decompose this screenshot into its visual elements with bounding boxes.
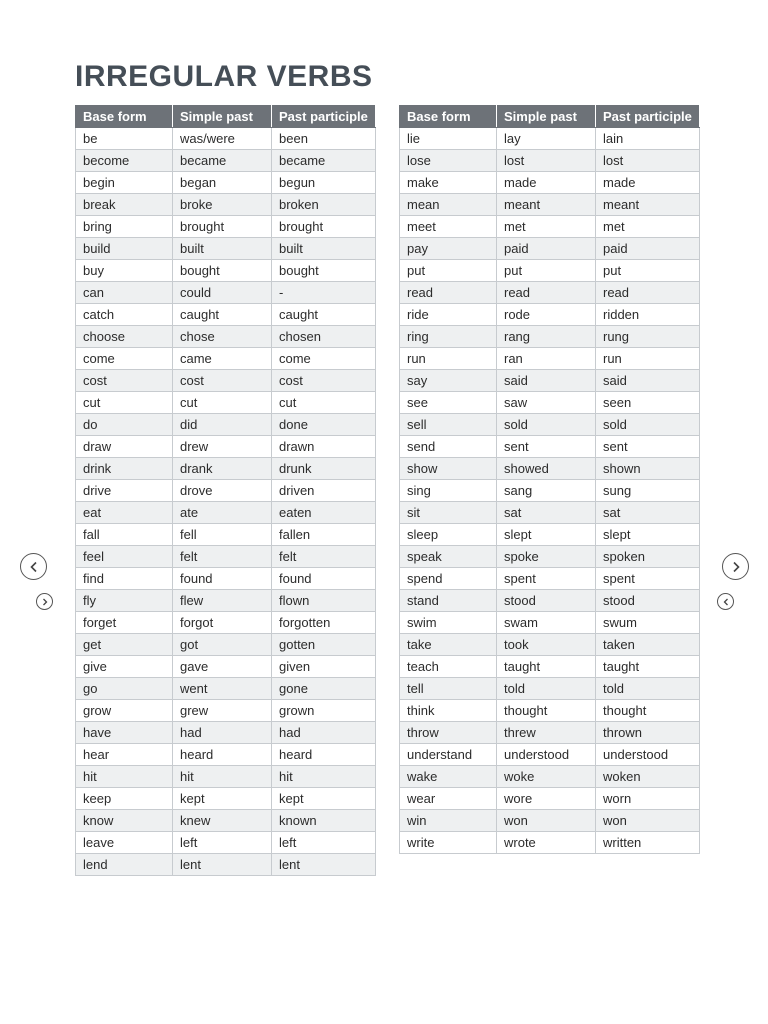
verb-past-participle: heard [272, 744, 376, 766]
table-row [400, 194, 700, 216]
verb-base-form: ride [400, 304, 497, 326]
verb-past-participle: fallen [272, 524, 376, 546]
table-row [400, 370, 700, 392]
verb-base-form: go [76, 678, 173, 700]
verb-simple-past: spoke [497, 546, 596, 568]
table-row [400, 788, 700, 810]
table-row [76, 172, 376, 194]
verb-base-form: read [400, 282, 497, 304]
verb-past-participle: ridden [596, 304, 700, 326]
verb-base-form: wake [400, 766, 497, 788]
verb-past-participle: rung [596, 326, 700, 348]
table-row [400, 458, 700, 480]
table-row [76, 832, 376, 854]
verb-base-form: know [76, 810, 173, 832]
verb-past-participle: done [272, 414, 376, 436]
verb-past-participle: come [272, 348, 376, 370]
verb-past-participle: kept [272, 788, 376, 810]
verb-simple-past: put [497, 260, 596, 282]
verb-simple-past: took [497, 634, 596, 656]
verb-simple-past: met [497, 216, 596, 238]
verb-past-participle: taken [596, 634, 700, 656]
table-row [76, 348, 376, 370]
verb-base-form: lie [400, 128, 497, 150]
verb-base-form: forget [76, 612, 173, 634]
verb-past-participle: thrown [596, 722, 700, 744]
prev-page-small-button[interactable] [717, 593, 734, 610]
verb-base-form: catch [76, 304, 173, 326]
table-row [76, 810, 376, 832]
chevron-right-icon [41, 598, 49, 606]
table-row [76, 150, 376, 172]
table-row [400, 568, 700, 590]
table-row [400, 722, 700, 744]
verb-simple-past: grew [173, 700, 272, 722]
verb-base-form: find [76, 568, 173, 590]
table-row [76, 546, 376, 568]
verb-past-participle: won [596, 810, 700, 832]
verb-past-participle: broken [272, 194, 376, 216]
verb-past-participle: found [272, 568, 376, 590]
table-row [400, 590, 700, 612]
verb-base-form: sing [400, 480, 497, 502]
verb-base-form: hit [76, 766, 173, 788]
table-row [76, 128, 376, 150]
verb-simple-past: saw [497, 392, 596, 414]
table-row [400, 744, 700, 766]
table-row [400, 502, 700, 524]
verb-simple-past: brought [173, 216, 272, 238]
verb-simple-past: hit [173, 766, 272, 788]
verb-base-form: write [400, 832, 497, 854]
table-row [400, 546, 700, 568]
verb-base-form: sell [400, 414, 497, 436]
verb-past-participle: meant [596, 194, 700, 216]
verb-base-form: break [76, 194, 173, 216]
verb-past-participle: put [596, 260, 700, 282]
verb-simple-past: felt [173, 546, 272, 568]
page-title: IRREGULAR VERBS [75, 60, 373, 93]
column-header-past-participle: Past participle [596, 105, 700, 128]
verb-past-participle: gotten [272, 634, 376, 656]
table-row [76, 634, 376, 656]
verb-simple-past: read [497, 282, 596, 304]
table-row [76, 326, 376, 348]
verb-simple-past: slept [497, 524, 596, 546]
verb-simple-past: forgot [173, 612, 272, 634]
verb-simple-past: rang [497, 326, 596, 348]
verb-past-participle: driven [272, 480, 376, 502]
verb-past-participle: read [596, 282, 700, 304]
verb-base-form: fall [76, 524, 173, 546]
verb-base-form: give [76, 656, 173, 678]
verb-simple-past: fell [173, 524, 272, 546]
verb-base-form: ring [400, 326, 497, 348]
table-row [400, 414, 700, 436]
verb-base-form: wear [400, 788, 497, 810]
verb-simple-past: did [173, 414, 272, 436]
verb-past-participle: stood [596, 590, 700, 612]
verb-past-participle: drawn [272, 436, 376, 458]
table-row [400, 216, 700, 238]
verb-past-participle: made [596, 172, 700, 194]
table-row [400, 524, 700, 546]
verb-base-form: sleep [400, 524, 497, 546]
chevron-left-icon [722, 598, 730, 606]
verb-base-form: run [400, 348, 497, 370]
verb-simple-past: understood [497, 744, 596, 766]
verb-simple-past: ate [173, 502, 272, 524]
table-row [76, 194, 376, 216]
table-row [76, 766, 376, 788]
verb-base-form: pay [400, 238, 497, 260]
verb-base-form: grow [76, 700, 173, 722]
verb-base-form: bring [76, 216, 173, 238]
verb-past-participle: built [272, 238, 376, 260]
verb-simple-past: spent [497, 568, 596, 590]
verb-simple-past: found [173, 568, 272, 590]
verb-past-participle: worn [596, 788, 700, 810]
verb-past-participle: begun [272, 172, 376, 194]
verb-base-form: lend [76, 854, 173, 876]
table-row [76, 722, 376, 744]
verb-simple-past: sold [497, 414, 596, 436]
verb-simple-past: meant [497, 194, 596, 216]
table-row [400, 238, 700, 260]
verb-base-form: come [76, 348, 173, 370]
next-page-small-button[interactable] [36, 593, 53, 610]
verb-simple-past: caught [173, 304, 272, 326]
verb-base-form: leave [76, 832, 173, 854]
next-page-button[interactable] [722, 553, 749, 580]
verb-simple-past: had [173, 722, 272, 744]
verb-past-participle: gone [272, 678, 376, 700]
verb-base-form: become [76, 150, 173, 172]
verb-past-participle: sold [596, 414, 700, 436]
table-row [400, 480, 700, 502]
verb-past-participle: cost [272, 370, 376, 392]
verb-past-participle: bought [272, 260, 376, 282]
verb-past-participle: forgotten [272, 612, 376, 634]
verb-base-form: understand [400, 744, 497, 766]
verb-base-form: feel [76, 546, 173, 568]
verb-past-participle: drunk [272, 458, 376, 480]
table-row [400, 678, 700, 700]
table-row [76, 480, 376, 502]
verb-past-participle: told [596, 678, 700, 700]
verb-base-form: be [76, 128, 173, 150]
verb-simple-past: came [173, 348, 272, 370]
verb-past-participle: grown [272, 700, 376, 722]
table-row [76, 678, 376, 700]
column-header-simple-past: Simple past [497, 105, 596, 128]
table-row [400, 634, 700, 656]
verb-simple-past: became [173, 150, 272, 172]
table-row [76, 414, 376, 436]
table-row [400, 392, 700, 414]
table-row [76, 744, 376, 766]
verb-simple-past: said [497, 370, 596, 392]
verb-past-participle: left [272, 832, 376, 854]
verb-past-participle: spoken [596, 546, 700, 568]
verb-past-participle: given [272, 656, 376, 678]
verb-simple-past: swam [497, 612, 596, 634]
verb-simple-past: knew [173, 810, 272, 832]
table-row [400, 766, 700, 788]
verb-simple-past: broke [173, 194, 272, 216]
table-row [76, 370, 376, 392]
verb-past-participle: understood [596, 744, 700, 766]
verb-base-form: eat [76, 502, 173, 524]
column-header-base-form: Base form [400, 105, 497, 128]
table-row [400, 810, 700, 832]
table-row [76, 238, 376, 260]
verb-past-participle: became [272, 150, 376, 172]
verb-base-form: speak [400, 546, 497, 568]
table-row [76, 590, 376, 612]
verb-simple-past: gave [173, 656, 272, 678]
table-row [76, 700, 376, 722]
table-row [76, 216, 376, 238]
verb-simple-past: went [173, 678, 272, 700]
verb-past-participle: thought [596, 700, 700, 722]
verb-past-participle: eaten [272, 502, 376, 524]
table-row [76, 458, 376, 480]
verb-past-participle: had [272, 722, 376, 744]
verb-base-form: sit [400, 502, 497, 524]
verb-base-form: teach [400, 656, 497, 678]
verb-simple-past: chose [173, 326, 272, 348]
verb-simple-past: showed [497, 458, 596, 480]
verb-simple-past: taught [497, 656, 596, 678]
verb-past-participle: caught [272, 304, 376, 326]
verb-base-form: think [400, 700, 497, 722]
verb-past-participle: known [272, 810, 376, 832]
verb-base-form: keep [76, 788, 173, 810]
verb-past-participle: hit [272, 766, 376, 788]
verb-simple-past: got [173, 634, 272, 656]
table-row [400, 172, 700, 194]
verb-simple-past: wore [497, 788, 596, 810]
table-row [400, 436, 700, 458]
verb-base-form: cost [76, 370, 173, 392]
verb-simple-past: lost [497, 150, 596, 172]
verb-simple-past: sang [497, 480, 596, 502]
verb-base-form: build [76, 238, 173, 260]
verb-simple-past: kept [173, 788, 272, 810]
table-row [400, 700, 700, 722]
verb-past-participle: written [596, 832, 700, 854]
verb-simple-past: lay [497, 128, 596, 150]
table-row [400, 304, 700, 326]
verb-base-form: can [76, 282, 173, 304]
chevron-left-icon [28, 561, 40, 573]
column-header-simple-past: Simple past [173, 105, 272, 128]
verb-past-participle: paid [596, 238, 700, 260]
verb-base-form: see [400, 392, 497, 414]
verb-base-form: draw [76, 436, 173, 458]
verb-past-participle: cut [272, 392, 376, 414]
verb-past-participle: flown [272, 590, 376, 612]
table-row [76, 854, 376, 876]
verb-simple-past: cost [173, 370, 272, 392]
verb-simple-past: began [173, 172, 272, 194]
verb-base-form: buy [76, 260, 173, 282]
table-row [76, 436, 376, 458]
verb-base-form: drive [76, 480, 173, 502]
verb-simple-past: told [497, 678, 596, 700]
verb-base-form: meet [400, 216, 497, 238]
table-row [76, 568, 376, 590]
verb-past-participle: been [272, 128, 376, 150]
table-row [400, 150, 700, 172]
table-row [400, 260, 700, 282]
verb-base-form: swim [400, 612, 497, 634]
verb-past-participle: sung [596, 480, 700, 502]
verb-simple-past: could [173, 282, 272, 304]
verb-simple-past: won [497, 810, 596, 832]
verb-past-participle: lost [596, 150, 700, 172]
verb-base-form: take [400, 634, 497, 656]
verb-base-form: hear [76, 744, 173, 766]
verb-past-participle: spent [596, 568, 700, 590]
table-header-row [76, 105, 376, 128]
table-row [400, 282, 700, 304]
table-header-row [400, 105, 700, 128]
verb-past-participle: taught [596, 656, 700, 678]
verb-past-participle: shown [596, 458, 700, 480]
verb-base-form: stand [400, 590, 497, 612]
verb-base-form: fly [76, 590, 173, 612]
verb-base-form: show [400, 458, 497, 480]
verb-simple-past: drank [173, 458, 272, 480]
table-row [76, 502, 376, 524]
verb-past-participle: woken [596, 766, 700, 788]
table-row [76, 392, 376, 414]
verb-simple-past: drove [173, 480, 272, 502]
table-row [400, 612, 700, 634]
verb-base-form: get [76, 634, 173, 656]
verb-base-form: tell [400, 678, 497, 700]
chevron-right-icon [730, 561, 742, 573]
table-row [400, 656, 700, 678]
verb-simple-past: woke [497, 766, 596, 788]
verb-past-participle: slept [596, 524, 700, 546]
verb-past-participle: - [272, 282, 376, 304]
verb-simple-past: built [173, 238, 272, 260]
verb-base-form: cut [76, 392, 173, 414]
table-row [76, 612, 376, 634]
verb-simple-past: sat [497, 502, 596, 524]
table-row [400, 832, 700, 854]
verb-base-form: send [400, 436, 497, 458]
table-row [400, 348, 700, 370]
verb-simple-past: wrote [497, 832, 596, 854]
table-row [76, 260, 376, 282]
verb-base-form: drink [76, 458, 173, 480]
verb-simple-past: bought [173, 260, 272, 282]
column-header-past-participle: Past participle [272, 105, 376, 128]
table-row [76, 788, 376, 810]
verb-simple-past: cut [173, 392, 272, 414]
verb-past-participle: sat [596, 502, 700, 524]
verb-base-form: make [400, 172, 497, 194]
verb-base-form: spend [400, 568, 497, 590]
verb-base-form: say [400, 370, 497, 392]
verb-past-participle: said [596, 370, 700, 392]
verb-base-form: lose [400, 150, 497, 172]
prev-page-button[interactable] [20, 553, 47, 580]
table-row [76, 282, 376, 304]
verb-simple-past: lent [173, 854, 272, 876]
verb-base-form: choose [76, 326, 173, 348]
verb-simple-past: ran [497, 348, 596, 370]
verb-base-form: win [400, 810, 497, 832]
column-header-base-form: Base form [76, 105, 173, 128]
verb-simple-past: flew [173, 590, 272, 612]
verb-simple-past: stood [497, 590, 596, 612]
verb-past-participle: run [596, 348, 700, 370]
verb-base-form: mean [400, 194, 497, 216]
verb-simple-past: paid [497, 238, 596, 260]
verb-base-form: begin [76, 172, 173, 194]
verb-base-form: do [76, 414, 173, 436]
verb-simple-past: rode [497, 304, 596, 326]
verb-past-participle: seen [596, 392, 700, 414]
verb-base-form: have [76, 722, 173, 744]
verb-simple-past: sent [497, 436, 596, 458]
verbs-table-right [399, 104, 700, 854]
table-row [76, 304, 376, 326]
verb-simple-past: left [173, 832, 272, 854]
verb-past-participle: lain [596, 128, 700, 150]
table-row [400, 128, 700, 150]
verb-past-participle: lent [272, 854, 376, 876]
verb-simple-past: made [497, 172, 596, 194]
table-row [76, 524, 376, 546]
verbs-table-left [75, 104, 376, 876]
verb-simple-past: drew [173, 436, 272, 458]
verb-simple-past: heard [173, 744, 272, 766]
verb-past-participle: brought [272, 216, 376, 238]
verb-past-participle: swum [596, 612, 700, 634]
verb-past-participle: chosen [272, 326, 376, 348]
table-row [76, 656, 376, 678]
verb-simple-past: threw [497, 722, 596, 744]
verb-past-participle: met [596, 216, 700, 238]
verb-simple-past: thought [497, 700, 596, 722]
verb-base-form: put [400, 260, 497, 282]
verb-simple-past: was/were [173, 128, 272, 150]
verb-base-form: throw [400, 722, 497, 744]
verb-past-participle: felt [272, 546, 376, 568]
table-row [400, 326, 700, 348]
verb-past-participle: sent [596, 436, 700, 458]
